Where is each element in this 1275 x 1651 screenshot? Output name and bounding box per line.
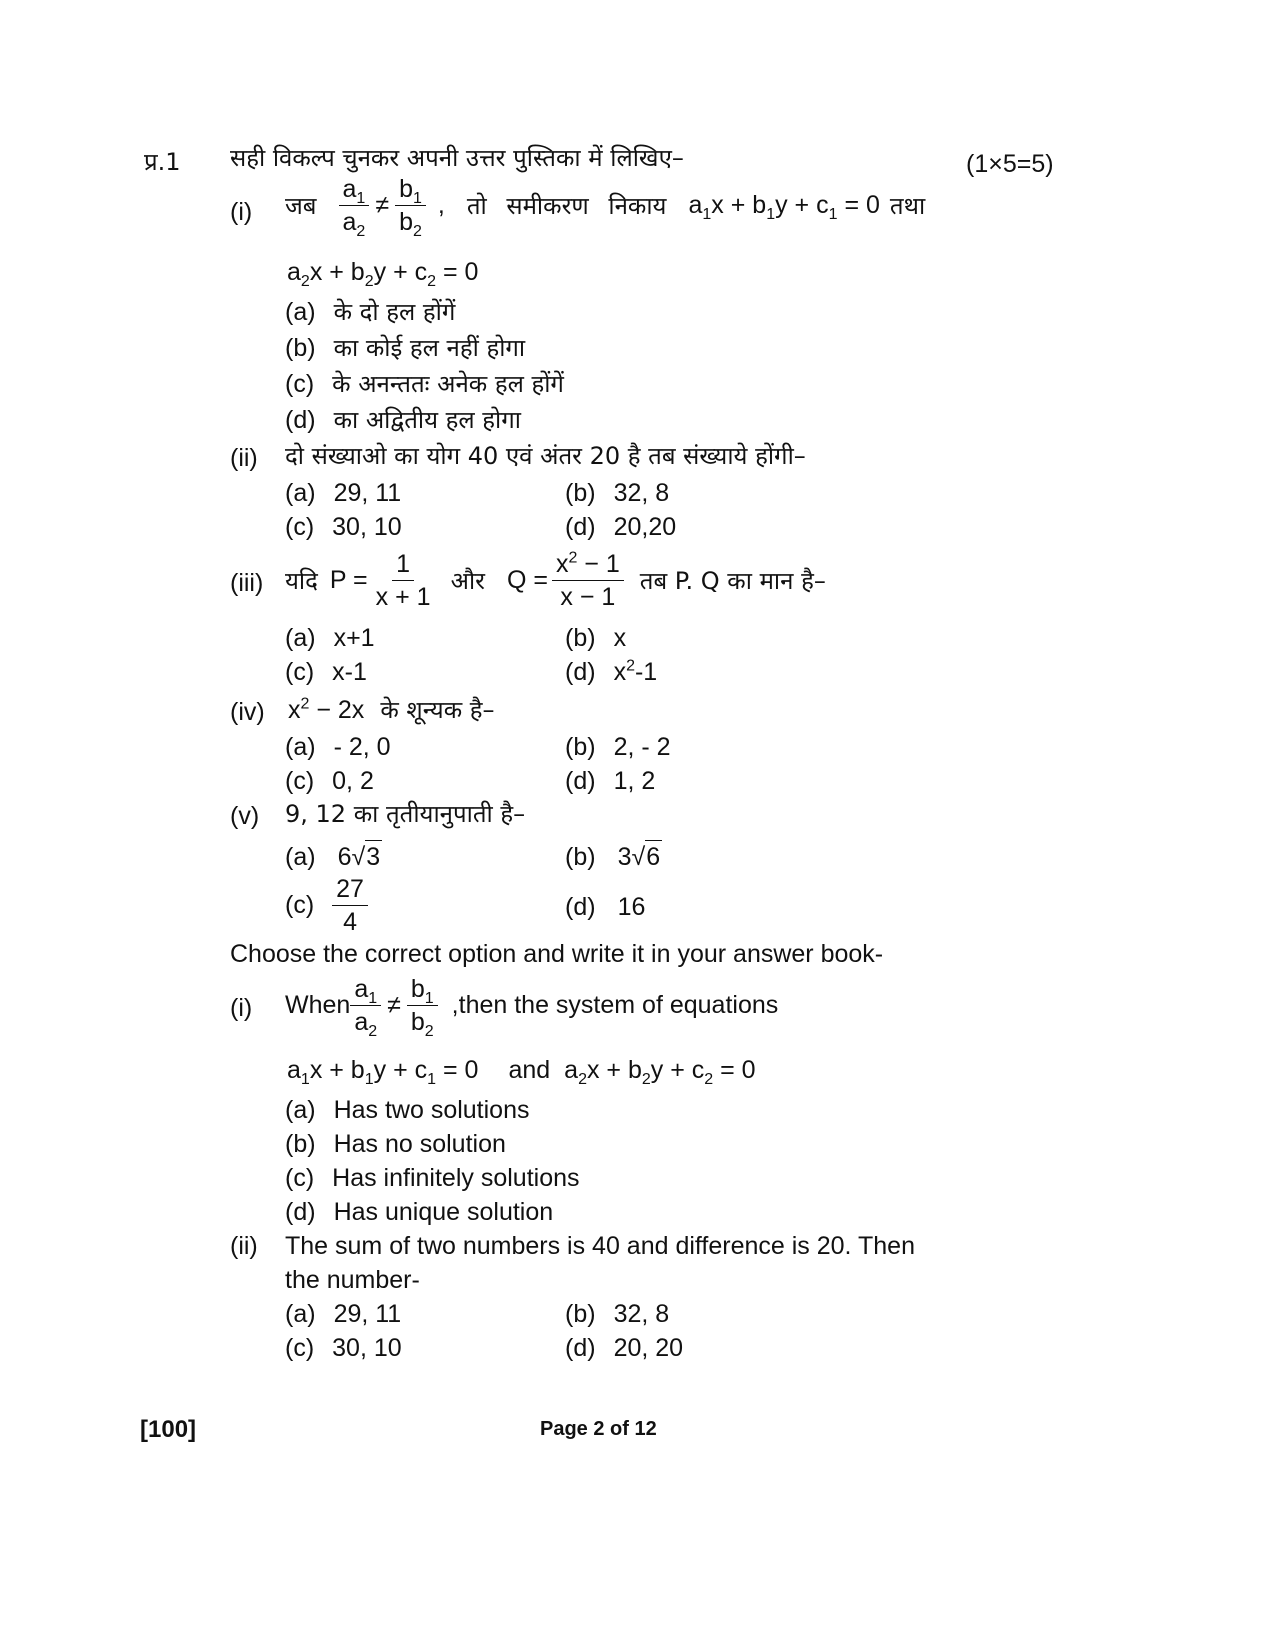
q2-text: दो संख्याओ का योग 40 एवं अंतर 20 है तब संख्याये होंगी–: [285, 442, 806, 470]
q1-stem: जब $\frac{a_1}{a_2}$ ≠ $\frac{b_1}{b_2}$ , तो समीकरण निकाय $a_1x + b_1y + c_1 = 0$ तथा: [285, 175, 926, 241]
en-q1-stem: When $\frac{a_1}{a_2}$ ≠ $\frac{b_1}{b_2}$ ,then the system of equations: [285, 975, 779, 1041]
q1-opt-c: (c) के अनन्ततः अनेक हल होंगें: [285, 370, 564, 398]
q1-label: (i): [230, 198, 253, 226]
page-number: Page 2 of 12: [540, 1418, 657, 1440]
question-number: प्र.1: [144, 148, 181, 176]
q1-opt-d: (d) का अद्वितीय हल होगा: [285, 406, 521, 434]
q2-opt-c: (c) 30, 10: [285, 513, 402, 541]
en-q2-label: (ii): [230, 1232, 258, 1260]
en-q2-line1: The sum of two numbers is 40 and difference is 20. Then: [285, 1232, 915, 1260]
paper-code: [100]: [140, 1416, 197, 1443]
q2-label: (ii): [230, 444, 258, 472]
q4-label: (iv): [230, 698, 265, 726]
q4-opt-a: (a) - 2, 0: [285, 733, 391, 761]
q1-equation-2: $a_2x + b_2y + c_2 = 0$: [287, 258, 479, 290]
fraction-27-4: $\frac{27}{4}$: [332, 876, 368, 936]
q2-opt-b: (b) 32, 8: [565, 479, 670, 507]
en-q2-opt-d: (d) 20, 20: [565, 1334, 684, 1362]
q5-opt-c: (c) $\frac{27}{4}$: [285, 876, 372, 936]
q5-opt-a: (a) 6√3: [285, 845, 382, 870]
en-q2-opt-a: (a) 29, 11: [285, 1300, 402, 1328]
en-fraction-b1-b2: $\frac{b_1}{b_2}$: [407, 976, 438, 1036]
marks: (1×5=5): [966, 150, 1054, 178]
fraction-a1-a2: $\frac{a_1}{a_2}$: [339, 176, 370, 236]
fraction-p: $\frac{1}{x + 1}$: [375, 550, 431, 612]
q5-label: (v): [230, 802, 260, 830]
en-fraction-a1-a2: $\frac{a_1}{a_2}$: [350, 976, 381, 1036]
q5-text: 9, 12 का तृतीयानुपाती है–: [285, 800, 526, 828]
q4-opt-c: (c) 0, 2: [285, 767, 374, 795]
q2-opt-d: (d) 20,20: [565, 513, 677, 541]
q1-opt-b: (b) का कोई हल नहीं होगा: [285, 334, 526, 362]
en-q2-line2: the number-: [285, 1266, 420, 1294]
q4-opt-d: (d) 1, 2: [565, 767, 656, 795]
en-q1-opt-d: (d) Has unique solution: [285, 1198, 554, 1226]
fraction-b1-b2: $\frac{b_1}{b_2}$: [395, 176, 426, 236]
q3-opt-c: (c) x-1: [285, 658, 367, 686]
en-q1-opt-a: (a) Has two solutions: [285, 1096, 530, 1124]
q4-opt-b: (b) 2, - 2: [565, 733, 671, 761]
q2-opt-a: (a) 29, 11: [285, 479, 402, 507]
en-q1-opt-c: (c) Has infinitely solutions: [285, 1164, 580, 1192]
fraction-q: $\frac{x^2 - 1}{x - 1}$: [552, 551, 624, 611]
instruction-english: Choose the correct option and write it in your answer book-: [230, 940, 884, 968]
q3-opt-d: (d) $x^2-1$: [565, 657, 658, 686]
q3-opt-b: (b) x: [565, 624, 627, 652]
q4-stem: $x^2 - 2x$ के शून्यक है–: [288, 695, 495, 724]
en-q1-opt-b: (b) Has no solution: [285, 1130, 506, 1158]
q1-opt-a: (a) के दो हल होंगें: [285, 298, 456, 326]
q5-opt-d: (d) 16: [565, 893, 646, 921]
en-q2-opt-c: (c) 30, 10: [285, 1334, 402, 1362]
en-q2-opt-b: (b) 32, 8: [565, 1300, 670, 1328]
q3-opt-a: (a) x+1: [285, 624, 375, 652]
q3-stem: यदि P = $\frac{1}{x + 1}$ और Q = $\frac{x^2 - 1}{x - 1}$ तब P. Q का मान है–: [285, 549, 826, 612]
instruction-hindi: सही विकल्प चुनकर अपनी उत्तर पुस्तिका में लिखिए–: [230, 144, 684, 172]
en-q1-equations: $a_1x + b_1y + c_1 = 0$ and $a_2x + b_2y + c_2 = 0$: [287, 1056, 756, 1088]
q3-label: (iii): [230, 569, 264, 597]
en-q1-label: (i): [230, 994, 253, 1022]
q5-opt-b: (b) 3√6: [565, 845, 662, 870]
